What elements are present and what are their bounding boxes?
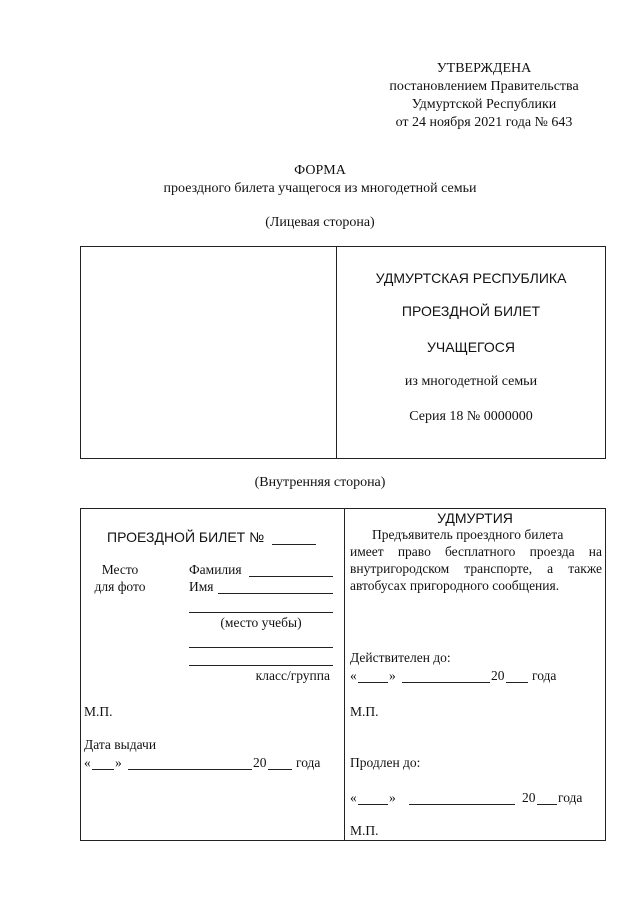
right-stamp-2: М.П. [350,823,379,838]
photo-place-line-2: для фото [94,579,146,594]
blank-line-2 [189,647,333,648]
issue-date-label: Дата выдачи [84,737,157,752]
study-place-label: (место учебы) [220,615,302,630]
front-family: из многодетной семьи [404,374,538,389]
approval-line-1: постановлением Правительства [389,79,579,94]
surname-label: Фамилия [189,562,242,577]
issue-year-line [268,769,292,770]
inner-divider [344,508,345,841]
rights-text-line-4: автобусах пригородного сообщения. [350,578,560,593]
issue-day-line [92,769,114,770]
extended-day-line [358,804,388,805]
inner-region: УДМУРТИЯ [437,510,513,526]
approval-title: УТВЕРЖДЕНА [436,61,532,76]
left-stamp: М.П. [84,704,113,719]
issue-year-prefix: 20 [253,755,267,770]
front-ticket: ПРОЕЗДНОЙ БИЛЕТ [401,303,541,319]
extended-year-prefix: 20 [522,790,536,805]
extended-year-suffix: года [558,790,583,805]
front-caption: (Лицевая сторона) [265,215,375,230]
issue-month-line [128,769,252,770]
ticket-number-label: ПРОЕЗДНОЙ БИЛЕТ № [107,529,265,545]
valid-month-line [402,682,490,683]
ticket-number-line [272,544,316,545]
issue-year-suffix: года [296,755,321,770]
rights-text-line-1: Предъявитель проездного билета [372,527,564,542]
rights-text-line-3: внутригородском транспорте, а также [350,561,602,576]
valid-date-open: « [350,668,357,683]
front-series: Серия 18 № 0000000 [409,409,533,424]
approval-line-3: от 24 ноября 2021 года № 643 [395,115,573,130]
valid-year-line [506,682,528,683]
surname-line [249,576,333,577]
rights-text-line-2: имеет право бесплатного проезда на [350,544,602,559]
extended-date-open: « [350,790,357,805]
extended-month-line [409,804,515,805]
issue-date-close: » [115,755,122,770]
valid-date-close: » [389,668,396,683]
valid-year-prefix: 20 [491,668,505,683]
valid-year-suffix: года [532,668,557,683]
blank-line-1 [189,612,333,613]
form-title: ФОРМА [294,163,346,178]
valid-until-label: Действителен до: [350,650,451,665]
valid-day-line [358,682,388,683]
name-label: Имя [189,579,214,594]
name-line [218,593,333,594]
photo-place-line-1: Место [101,562,139,577]
class-group-label: класс/группа [255,668,330,683]
approval-line-2: Удмуртской Республики [411,97,557,112]
form-subtitle: проездного билета учащегося из многодетной семьи [163,181,477,196]
extended-until-label: Продлен до: [350,755,421,770]
front-region: УДМУРТСКАЯ РЕСПУБЛИКА [375,270,567,286]
extended-year-line [537,804,557,805]
inner-caption: (Внутренняя сторона) [254,475,386,490]
issue-date-open: « [84,755,91,770]
front-student: УЧАЩЕГОСЯ [427,339,515,355]
right-stamp-1: М.П. [350,704,379,719]
blank-line-3 [189,665,333,666]
extended-date-close: » [389,790,396,805]
